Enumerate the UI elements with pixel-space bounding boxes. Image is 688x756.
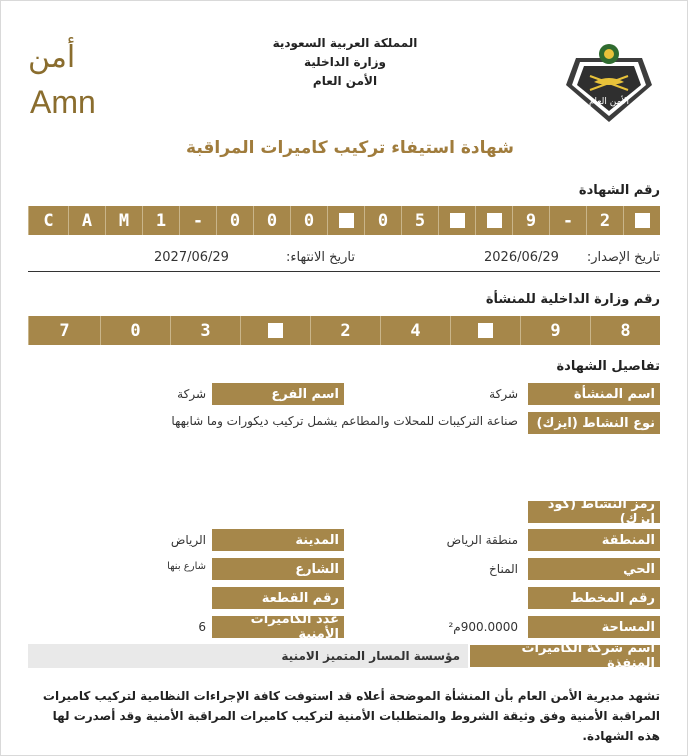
city-value: الرياض <box>170 533 206 547</box>
ministry-line: الأمن العام <box>312 74 378 88</box>
street-label: الشارع <box>212 558 344 580</box>
moi-cell <box>450 316 520 345</box>
moi-number-row <box>28 316 660 345</box>
region-value: منطقة الرياض <box>446 533 518 547</box>
issue-date-value: 2026/06/29 <box>484 250 559 265</box>
expiry-date-value: 2027/06/29 <box>154 250 229 265</box>
facility-name-value: شركة <box>489 387 518 401</box>
ministry-line: وزارة الداخلية <box>303 55 387 69</box>
street-value: شارع بنها <box>167 561 206 572</box>
moi-cell: 7 <box>28 316 100 345</box>
cert-cell: 2 <box>586 206 623 235</box>
expiry-date-label: تاريخ الانتهاء: <box>286 250 356 265</box>
moi-cell <box>240 316 310 345</box>
cert-cell <box>438 206 475 235</box>
plot-number-label: رقم القطعة <box>212 587 344 609</box>
issue-date-label: تاريخ الإصدار: <box>586 250 660 265</box>
cert-cell: 0 <box>364 206 401 235</box>
ministry-heading <box>270 34 420 91</box>
ministry-line: المملكة العربية السعودية <box>272 36 418 50</box>
certificate-number-row <box>28 206 660 235</box>
facility-name-label: اسم المنشأة <box>528 383 660 405</box>
moi-cell: 4 <box>380 316 450 345</box>
area-value: 900.0000م² <box>448 620 518 634</box>
cert-cell: 9 <box>512 206 549 235</box>
district-value: المناخ <box>489 562 518 576</box>
cert-cell: 0 <box>253 206 290 235</box>
region-label: المنطقة <box>528 529 660 551</box>
certificate-title: شهادة استيفاء تركيب كاميرات المراقبة <box>186 138 514 158</box>
details-section-label: تفاصيل الشهادة <box>556 359 660 374</box>
certificate-statement: تشهد مديرية الأمن العام بأن المنشأة الموضحة أعلاه قد استوفت كافة الإجراءات النظامية لتركيب كاميرات المراقبة الأمنية وفق وثيقة الشروط والمتطلبات الأمنية لتركيب كاميرات المراقبة الأمنية وقد أصدرت لها هذه الشهادة. <box>42 689 660 743</box>
divider <box>28 271 660 272</box>
installer-company-label: اسم شركة الكاميرات المنفذة <box>470 645 660 667</box>
cert-cell <box>623 206 660 235</box>
cert-cell: 0 <box>290 206 327 235</box>
logo-text-en: Amn <box>30 84 96 120</box>
plan-number-label: رقم المخطط <box>528 587 660 609</box>
cert-cell: - <box>179 206 216 235</box>
cert-cell: 5 <box>401 206 438 235</box>
redacted-box <box>487 213 502 228</box>
moi-cell: 2 <box>310 316 380 345</box>
certificate-number-label: رقم الشهادة <box>578 183 660 198</box>
moi-cell: 3 <box>170 316 240 345</box>
redacted-box <box>339 213 354 228</box>
activity-code-label: رمز النشاط (كود ايزك) <box>528 501 660 523</box>
moi-cell: 9 <box>520 316 590 345</box>
area-label: المساحة <box>528 616 660 638</box>
city-label: المدينة <box>212 529 344 551</box>
branch-name-label: اسم الفرع <box>212 383 344 405</box>
cert-cell: C <box>28 206 68 235</box>
redacted-box <box>635 213 650 228</box>
cameras-count-value: 6 <box>198 620 206 634</box>
security-emblem <box>566 40 652 124</box>
activity-type-value: صناعة التركيبات للمحلات والمطاعم يشمل تركيب ديكورات وما شابهها <box>171 414 518 428</box>
district-label: الحي <box>528 558 660 580</box>
cert-cell: - <box>549 206 586 235</box>
cameras-count-label: عدد الكاميرات الأمنية <box>212 616 344 638</box>
cert-cell: 1 <box>142 206 179 235</box>
redacted-box <box>450 213 465 228</box>
moi-number-label: رقم وزارة الداخلية للمنشأة <box>485 292 660 307</box>
moi-cell: 8 <box>590 316 660 345</box>
cert-cell: M <box>105 206 142 235</box>
cert-cell: 0 <box>216 206 253 235</box>
installer-company-value: مؤسسة المسار المتميز الامنية <box>281 649 460 663</box>
branch-name-value: شركة <box>177 387 206 401</box>
redacted-box <box>478 323 493 338</box>
logo-text-ar: أمن <box>28 40 76 75</box>
cert-cell <box>327 206 364 235</box>
cert-cell <box>475 206 512 235</box>
activity-type-label: نوع النشاط (ايزك) <box>528 412 660 434</box>
emblem-caption: الأمن العام <box>588 97 630 107</box>
moi-cell: 0 <box>100 316 170 345</box>
redacted-box <box>268 323 283 338</box>
cert-cell: A <box>68 206 105 235</box>
